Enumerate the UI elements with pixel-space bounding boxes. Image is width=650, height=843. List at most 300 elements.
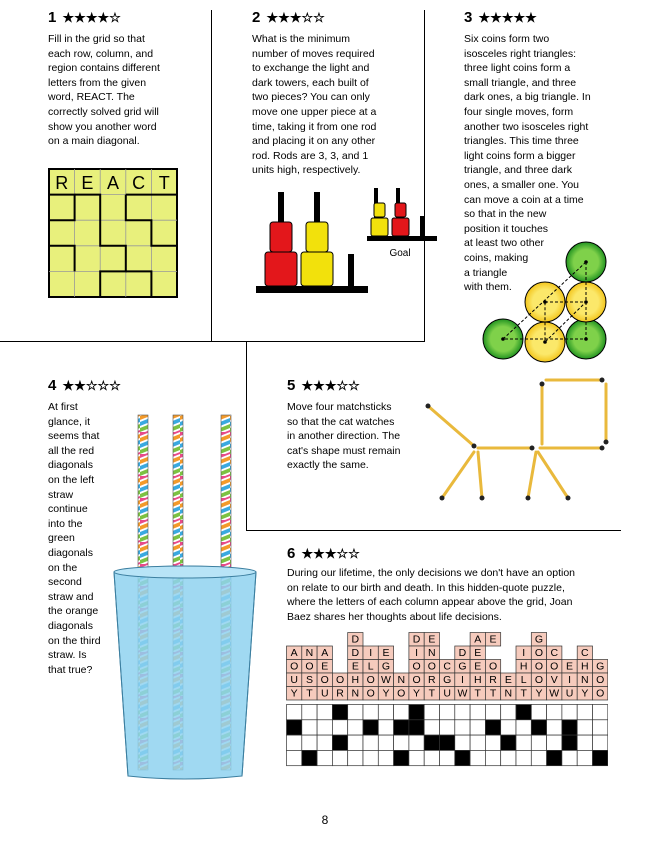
svg-text:T: T bbox=[428, 687, 436, 700]
quote-grid-cell bbox=[332, 735, 347, 750]
text-line: and placing it on any other bbox=[252, 135, 376, 148]
puzzle-4-stars: ★★☆☆☆ bbox=[62, 378, 121, 393]
quote-grid-cell bbox=[378, 735, 393, 750]
puzzle-2-text bbox=[252, 32, 422, 178]
svg-text:I: I bbox=[369, 647, 373, 660]
svg-text:G: G bbox=[443, 674, 452, 687]
quote-grid-cell bbox=[470, 720, 485, 735]
svg-text:H: H bbox=[581, 660, 589, 673]
puzzle-4-header bbox=[48, 377, 121, 394]
svg-text:O: O bbox=[412, 674, 421, 687]
quote-grid-cell bbox=[547, 750, 562, 765]
quote-grid-cell bbox=[378, 705, 393, 720]
svg-text:Y: Y bbox=[382, 687, 390, 700]
text-line: with them. bbox=[464, 281, 512, 294]
text-line: that true? bbox=[48, 663, 93, 676]
quote-letter-tile bbox=[317, 687, 332, 701]
quote-grid-cell bbox=[547, 705, 562, 720]
quote-letter-tile bbox=[409, 673, 424, 687]
svg-text:U: U bbox=[443, 687, 451, 700]
svg-text:Y: Y bbox=[290, 687, 298, 700]
quote-grid-cell bbox=[332, 720, 347, 735]
quote-grid-cell bbox=[348, 735, 363, 750]
svg-text:I: I bbox=[415, 647, 419, 660]
text-line: in another direction. The bbox=[287, 430, 401, 443]
glass-straws-figure bbox=[110, 410, 260, 785]
quote-grid-cell bbox=[302, 705, 317, 720]
quote-grid-cell bbox=[424, 750, 439, 765]
puzzle-4-text bbox=[48, 400, 118, 677]
quote-letter-tile bbox=[363, 687, 378, 701]
quote-letter-tile bbox=[363, 646, 378, 660]
quote-letter-tile bbox=[424, 660, 439, 674]
puzzle-3-stars: ★★★★★ bbox=[478, 10, 537, 25]
svg-text:W: W bbox=[549, 687, 560, 700]
quote-letter-tile bbox=[378, 660, 393, 674]
quote-letter-tile bbox=[287, 673, 302, 687]
quote-grid-cell bbox=[485, 750, 500, 765]
divider-h-middle bbox=[0, 341, 425, 342]
svg-text:O: O bbox=[397, 687, 406, 700]
quote-grid-cell bbox=[394, 750, 409, 765]
svg-text:O: O bbox=[534, 660, 544, 673]
text-line: all the red bbox=[48, 444, 95, 457]
coins-figure bbox=[478, 238, 613, 366]
puzzle-1-number: 1 bbox=[48, 9, 58, 26]
text-line: on the third bbox=[48, 634, 101, 647]
quote-grid-cell bbox=[501, 750, 516, 765]
text-line: triangle, and three dark bbox=[464, 164, 572, 177]
svg-text:C: C bbox=[581, 647, 589, 660]
quote-grid-cell bbox=[593, 705, 608, 720]
text-line: another two isosceles right bbox=[464, 120, 589, 133]
quote-grid-cell bbox=[501, 735, 516, 750]
quote-grid-cell bbox=[348, 720, 363, 735]
grid-letter: R bbox=[55, 173, 69, 193]
quote-letter-tile bbox=[332, 673, 347, 687]
quote-grid-cell bbox=[547, 720, 562, 735]
hidden-quote-figure bbox=[286, 632, 608, 792]
puzzle-1-header bbox=[48, 9, 121, 26]
svg-text:O: O bbox=[488, 660, 498, 673]
svg-text:R: R bbox=[428, 674, 436, 687]
quote-grid-cell bbox=[440, 750, 455, 765]
quote-letter-tile bbox=[409, 660, 424, 674]
svg-text:S: S bbox=[305, 674, 313, 687]
quote-letter-tile bbox=[577, 660, 592, 674]
text-line: a triangle bbox=[464, 266, 508, 279]
quote-grid-cell bbox=[562, 705, 577, 720]
quote-grid-cell bbox=[562, 720, 577, 735]
text-line: dark ones, a big triangle. In bbox=[464, 91, 591, 104]
quote-grid-cell bbox=[363, 720, 378, 735]
svg-text:O: O bbox=[290, 660, 299, 673]
svg-text:D: D bbox=[412, 633, 421, 646]
svg-text:A: A bbox=[321, 647, 329, 660]
quote-grid-cell bbox=[287, 720, 302, 735]
text-line: diagonals bbox=[48, 459, 93, 472]
quote-grid-cell bbox=[577, 720, 592, 735]
text-line: word, REACT. The bbox=[48, 91, 135, 104]
quote-grid-cell bbox=[470, 750, 485, 765]
puzzle-1-stars: ★★★★☆ bbox=[62, 10, 121, 25]
quote-letter-tile bbox=[363, 673, 378, 687]
quote-grid-cell bbox=[485, 720, 500, 735]
svg-text:L: L bbox=[367, 660, 374, 673]
goal-label: Goal bbox=[389, 248, 411, 259]
svg-text:E: E bbox=[504, 674, 512, 687]
puzzle-5-stars: ★★★☆☆ bbox=[301, 378, 360, 393]
quote-letter-tile bbox=[455, 660, 470, 674]
text-line: triangles. This time three bbox=[464, 135, 579, 148]
quote-letter-tile bbox=[378, 646, 393, 660]
svg-text:A: A bbox=[474, 633, 482, 646]
text-line: on the bbox=[48, 561, 78, 574]
quote-grid-cell bbox=[317, 720, 332, 735]
quote-grid-cell bbox=[302, 750, 317, 765]
quote-letter-tile bbox=[409, 646, 424, 660]
quote-letter-tile bbox=[577, 673, 592, 687]
text-line: four single moves, form bbox=[464, 105, 574, 118]
quote-letter-tile bbox=[470, 687, 485, 701]
quote-grid-cell bbox=[440, 720, 455, 735]
puzzle-6-text bbox=[287, 566, 622, 624]
text-line: move one upper piece at a bbox=[252, 105, 377, 118]
text-line: exactly the same. bbox=[287, 459, 369, 472]
svg-text:T: T bbox=[489, 687, 497, 700]
quote-letter-tile bbox=[562, 673, 577, 687]
svg-text:G: G bbox=[596, 660, 605, 673]
grid-letter: C bbox=[132, 173, 146, 193]
text-line: glance, it bbox=[48, 415, 91, 428]
svg-text:G: G bbox=[381, 660, 391, 673]
quote-grid-cell bbox=[516, 705, 531, 720]
quote-grid-cell bbox=[455, 720, 470, 735]
quote-letter-tile bbox=[302, 646, 317, 660]
svg-text:D: D bbox=[351, 647, 360, 660]
quote-grid-cell bbox=[562, 750, 577, 765]
quote-grid-cell bbox=[317, 750, 332, 765]
quote-letter-tile bbox=[593, 660, 608, 674]
svg-text:E: E bbox=[489, 633, 497, 646]
quote-letter-tile bbox=[485, 673, 500, 687]
puzzle-6-stars: ★★★☆☆ bbox=[301, 546, 360, 561]
quote-grid-cell bbox=[317, 735, 332, 750]
svg-text:N: N bbox=[581, 674, 589, 687]
quote-letter-tile bbox=[577, 687, 592, 701]
svg-text:G: G bbox=[458, 660, 467, 673]
quote-letter-tile bbox=[531, 633, 546, 647]
svg-text:R: R bbox=[336, 687, 344, 700]
quote-grid-cell bbox=[531, 735, 546, 750]
matchstick-cat-figure bbox=[420, 372, 620, 507]
quote-grid-cell bbox=[516, 735, 531, 750]
quote-grid-cell bbox=[332, 750, 347, 765]
quote-grid-cell bbox=[531, 720, 546, 735]
svg-text:R: R bbox=[489, 674, 497, 687]
quote-letter-tile bbox=[317, 673, 332, 687]
text-line: At first bbox=[48, 401, 78, 413]
quote-letter-tile bbox=[531, 660, 546, 674]
quote-letter-tile bbox=[348, 660, 363, 674]
react-grid bbox=[48, 168, 178, 298]
quote-letter-tile bbox=[317, 660, 332, 674]
text-line: where the letters of each column appear above the grid, Joan bbox=[287, 596, 573, 609]
svg-text:I: I bbox=[522, 647, 526, 660]
text-line: correctly solved grid will bbox=[48, 105, 159, 118]
quote-grid-cell bbox=[455, 705, 470, 720]
quote-letter-tile bbox=[516, 673, 531, 687]
svg-text:O: O bbox=[596, 687, 605, 700]
quote-grid-cell bbox=[577, 735, 592, 750]
text-line: small triangle, and three bbox=[464, 76, 577, 89]
quote-grid-cell bbox=[348, 705, 363, 720]
svg-text:Y: Y bbox=[581, 687, 589, 700]
quote-grid-cell bbox=[593, 735, 608, 750]
svg-text:O: O bbox=[412, 660, 421, 673]
quote-grid-cell bbox=[501, 720, 516, 735]
svg-text:N: N bbox=[305, 647, 314, 660]
text-line: units high, respectively. bbox=[252, 164, 361, 177]
svg-text:N: N bbox=[428, 647, 436, 660]
svg-text:C: C bbox=[550, 647, 559, 660]
quote-grid-cell bbox=[332, 705, 347, 720]
text-line: on a main diagonal. bbox=[48, 135, 140, 148]
svg-text:O: O bbox=[596, 674, 605, 687]
quote-letter-tile bbox=[531, 646, 546, 660]
quote-letter-tile bbox=[531, 673, 546, 687]
text-line: Fill in the grid so that bbox=[48, 33, 145, 45]
quote-letter-tile bbox=[302, 673, 317, 687]
text-line: green bbox=[48, 532, 75, 545]
divider-v-top-left bbox=[211, 10, 212, 342]
svg-text:D: D bbox=[458, 647, 467, 660]
quote-letter-tile bbox=[424, 633, 439, 647]
quote-grid-cell bbox=[287, 705, 302, 720]
quote-grid-cell bbox=[302, 720, 317, 735]
svg-text:N: N bbox=[397, 674, 406, 687]
text-line: to exchange the light and bbox=[252, 62, 370, 75]
quote-letter-tile bbox=[348, 673, 363, 687]
quote-letter-tile bbox=[302, 687, 317, 701]
quote-letter-tile bbox=[348, 687, 363, 701]
puzzle-2-stars: ★★★☆☆ bbox=[266, 10, 325, 25]
text-line: region contains different bbox=[48, 62, 160, 75]
quote-grid-cell bbox=[470, 735, 485, 750]
puzzle-5-text bbox=[287, 400, 427, 473]
quote-letter-tile bbox=[348, 633, 363, 647]
quote-letter-tile bbox=[455, 646, 470, 660]
quote-letter-tile bbox=[287, 687, 302, 701]
svg-text:N: N bbox=[351, 687, 360, 700]
svg-text:W: W bbox=[457, 687, 468, 700]
puzzle-2-number: 2 bbox=[252, 9, 262, 26]
svg-text:E: E bbox=[321, 660, 329, 673]
text-line: Move four matchsticks bbox=[287, 401, 392, 413]
text-line: diagonals bbox=[48, 619, 93, 632]
quote-letter-tile bbox=[562, 687, 577, 701]
svg-text:O: O bbox=[427, 660, 436, 673]
svg-text:N: N bbox=[504, 687, 513, 700]
quote-letter-tile bbox=[485, 633, 500, 647]
svg-text:Y: Y bbox=[535, 687, 543, 700]
quote-letter-tile bbox=[424, 687, 439, 701]
quote-letter-tile bbox=[470, 673, 485, 687]
svg-text:I: I bbox=[460, 674, 464, 687]
quote-letter-tile bbox=[302, 660, 317, 674]
svg-text:U: U bbox=[290, 674, 298, 687]
text-line: into the bbox=[48, 517, 83, 530]
quote-letter-tile bbox=[440, 673, 455, 687]
quote-grid-cell bbox=[547, 735, 562, 750]
text-line: coins, making bbox=[464, 251, 529, 264]
svg-text:O: O bbox=[550, 660, 559, 673]
text-line: letters from the given bbox=[48, 76, 147, 89]
quote-letter-tile bbox=[593, 673, 608, 687]
quote-grid-cell bbox=[593, 720, 608, 735]
text-line: straw and bbox=[48, 590, 94, 603]
quote-grid-cell bbox=[378, 720, 393, 735]
text-line: dark towers, each built of bbox=[252, 76, 369, 89]
text-line: position it touches bbox=[464, 222, 549, 235]
text-line: Baez shares her thoughts about life decisions. bbox=[287, 610, 502, 623]
divider-h-lower bbox=[246, 530, 621, 531]
quote-letter-tile bbox=[501, 687, 516, 701]
text-line: What is the minimum bbox=[252, 33, 351, 45]
quote-grid-cell bbox=[394, 735, 409, 750]
quote-letter-tile bbox=[577, 646, 592, 660]
svg-text:E: E bbox=[351, 660, 359, 673]
svg-text:U: U bbox=[565, 687, 574, 700]
puzzle-3-header bbox=[464, 9, 537, 26]
quote-letter-tile bbox=[531, 687, 546, 701]
text-line: light coins form a bigger bbox=[464, 149, 576, 162]
svg-text:E: E bbox=[382, 647, 390, 660]
quote-grid-cell bbox=[516, 720, 531, 735]
page-number: 8 bbox=[321, 813, 329, 827]
quote-grid-cell bbox=[409, 705, 424, 720]
svg-text:A: A bbox=[290, 647, 298, 660]
quote-letter-tile bbox=[424, 646, 439, 660]
quote-letter-tile bbox=[516, 660, 531, 674]
quote-letter-tile bbox=[394, 687, 409, 701]
grid-letter: E bbox=[81, 173, 94, 193]
quote-letter-tile bbox=[424, 673, 439, 687]
quote-grid-cell bbox=[501, 705, 516, 720]
quote-grid-cell bbox=[363, 705, 378, 720]
text-line: three light coins form a bbox=[464, 62, 571, 75]
text-line: second bbox=[48, 576, 82, 589]
text-line: time, taking it from one rod bbox=[252, 120, 377, 133]
quote-letter-tile bbox=[348, 646, 363, 660]
grid-letter: T bbox=[158, 173, 170, 193]
quote-grid-cell bbox=[577, 705, 592, 720]
quote-letter-tile bbox=[332, 687, 347, 701]
quote-letter-tile bbox=[593, 687, 608, 701]
text-line: show you another word bbox=[48, 120, 157, 133]
text-line: diagonals bbox=[48, 546, 93, 559]
quote-grid-cell bbox=[363, 735, 378, 750]
quote-grid-cell bbox=[593, 750, 608, 765]
quote-letter-tile bbox=[485, 660, 500, 674]
quote-grid-cell bbox=[470, 705, 485, 720]
puzzle-5-number: 5 bbox=[287, 377, 297, 394]
quote-grid-cell bbox=[440, 705, 455, 720]
quote-letter-tile bbox=[485, 687, 500, 701]
quote-letter-tile bbox=[501, 673, 516, 687]
text-line: straw. Is bbox=[48, 649, 87, 662]
svg-text:H: H bbox=[473, 674, 482, 687]
text-line: each row, column, and bbox=[48, 47, 154, 60]
text-line: cat's shape must remain bbox=[287, 444, 401, 457]
towers-figure bbox=[250, 178, 440, 303]
quote-letter-tile bbox=[440, 687, 455, 701]
quote-grid-cell bbox=[317, 705, 332, 720]
svg-text:D: D bbox=[351, 633, 360, 646]
svg-text:H: H bbox=[351, 674, 360, 687]
svg-text:T: T bbox=[520, 687, 527, 700]
svg-text:O: O bbox=[366, 674, 375, 687]
quote-grid-cell bbox=[363, 750, 378, 765]
quote-letter-tile bbox=[440, 660, 455, 674]
puzzle-6-header bbox=[287, 545, 360, 562]
quote-grid-cell bbox=[455, 750, 470, 765]
quote-grid-cell bbox=[440, 735, 455, 750]
quote-grid-cell bbox=[409, 750, 424, 765]
quote-grid-cell bbox=[378, 750, 393, 765]
quote-grid-cell bbox=[531, 705, 546, 720]
svg-text:I: I bbox=[568, 674, 572, 687]
quote-grid-cell bbox=[302, 735, 317, 750]
puzzle-6-number: 6 bbox=[287, 545, 297, 562]
text-line: at least two other bbox=[464, 237, 544, 250]
quote-letter-tile bbox=[378, 687, 393, 701]
quote-grid-cell bbox=[562, 735, 577, 750]
quote-letter-tile bbox=[547, 673, 562, 687]
quote-letter-tile bbox=[394, 673, 409, 687]
svg-text:T: T bbox=[306, 687, 313, 700]
svg-text:C: C bbox=[443, 660, 451, 673]
text-line: isosceles right triangles: bbox=[464, 47, 577, 60]
quote-grid-cell bbox=[455, 735, 470, 750]
quote-grid-cell bbox=[394, 720, 409, 735]
quote-grid-cell bbox=[409, 720, 424, 735]
svg-text:O: O bbox=[305, 660, 314, 673]
svg-text:T: T bbox=[474, 687, 481, 700]
quote-letter-tile bbox=[547, 660, 562, 674]
svg-text:O: O bbox=[534, 647, 544, 660]
text-line: on relate to our birth and death. In this hidden-quote puzzle, bbox=[287, 581, 565, 594]
quote-letter-tile bbox=[470, 660, 485, 674]
svg-text:W: W bbox=[380, 674, 391, 687]
quote-grid-cell bbox=[485, 705, 500, 720]
text-line: two pieces? You can only bbox=[252, 91, 370, 104]
quote-letter-tile bbox=[516, 687, 531, 701]
svg-text:G: G bbox=[534, 633, 544, 646]
puzzle-4-number: 4 bbox=[48, 377, 58, 394]
quote-letter-tile bbox=[317, 646, 332, 660]
quote-grid-cell bbox=[577, 750, 592, 765]
svg-text:E: E bbox=[428, 633, 436, 646]
svg-text:O: O bbox=[366, 687, 375, 700]
text-line: so that in the new bbox=[464, 208, 547, 221]
quote-letter-tile bbox=[516, 646, 531, 660]
quote-letter-tile bbox=[562, 660, 577, 674]
svg-text:V: V bbox=[550, 674, 558, 687]
svg-text:E: E bbox=[474, 647, 482, 660]
quote-letter-tile bbox=[378, 673, 393, 687]
quote-grid-cell bbox=[531, 750, 546, 765]
